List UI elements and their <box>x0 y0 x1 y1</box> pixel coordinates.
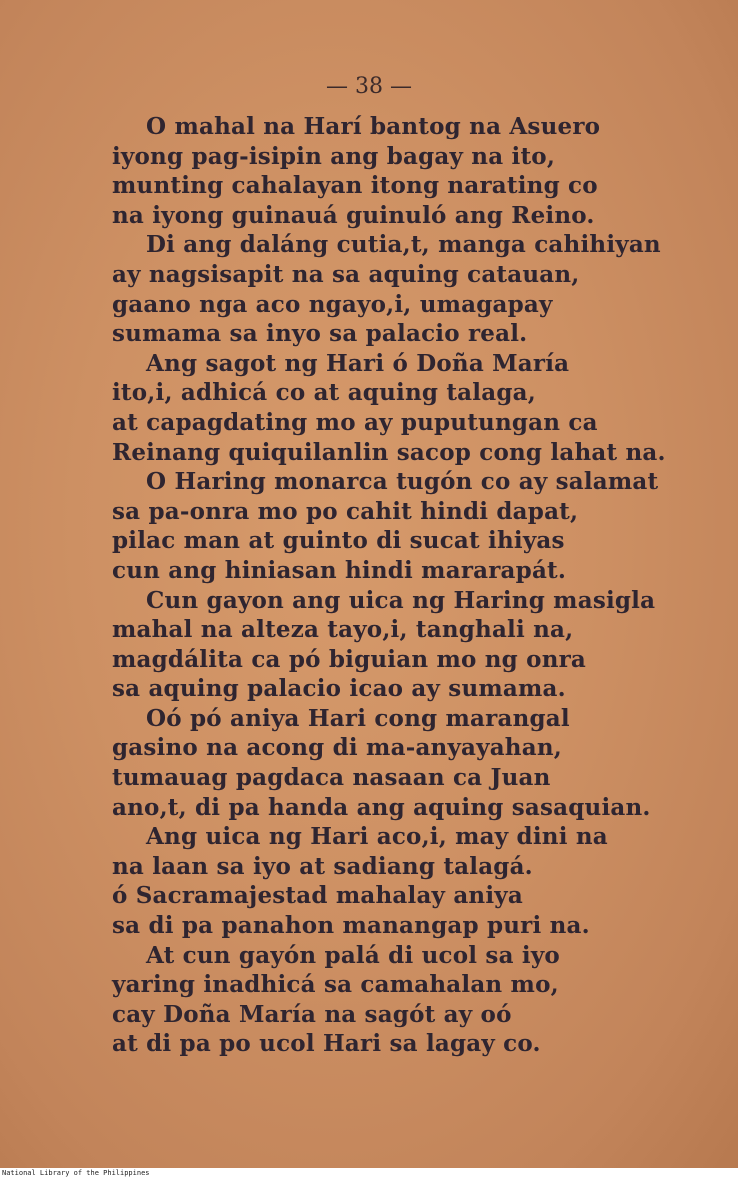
text-line: at di pa po ucol Hari sa lagay co. <box>112 1030 541 1058</box>
text-line: sumama sa inyo sa palacio real. <box>112 320 528 348</box>
text-line: ay nagsisapit na sa aquing catauan, <box>112 260 580 288</box>
text-line: gaano nga aco ngayo,i, umagapay <box>112 290 553 318</box>
text-line: cun ang hiniasan hindi mararapát. <box>112 556 567 584</box>
text-line: ito,i, adhicá co at aquing talaga, <box>112 379 536 407</box>
text-line: At cun gayón palá di ucol sa iyo <box>146 941 560 969</box>
text-line: sa aquing palacio icao ay sumama. <box>112 675 566 703</box>
poem-text <box>112 112 712 1059</box>
text-line: tumauag pagdaca nasaan ca Juan <box>112 764 551 792</box>
text-line: Ang sagot ng Hari ó Doña María <box>146 349 570 377</box>
text-line: Ang uica ng Hari aco,i, may dini na <box>146 823 608 851</box>
library-credit: National Library of the Philippines <box>2 1169 150 1177</box>
text-line: magdálita ca pó biguian mo ng onra <box>112 645 587 673</box>
text-line: ó Sacramajestad mahalay aniya <box>112 882 523 910</box>
text-line: yaring inadhicá sa camahalan mo, <box>112 971 559 999</box>
text-line: cay Doña María na sagót ay oó <box>112 1000 512 1028</box>
text-line: O Haring monarca tugón co ay salamat <box>146 468 659 496</box>
text-line: na laan sa iyo at sadiang talagá. <box>112 852 533 880</box>
page-number: — 38 — <box>326 74 412 99</box>
text-line: iyong pag-isipin ang bagay na ito, <box>112 142 556 170</box>
text-line: ano,t, di pa handa ang aquing sasaquian. <box>112 793 651 821</box>
text-line: Reinang quiquilanlin sacop cong lahat na. <box>112 438 666 466</box>
text-line: at capagdating mo ay puputungan ca <box>112 408 598 436</box>
text-line: O mahal na Harí bantog na Asuero <box>146 113 601 140</box>
text-line: munting cahalayan itong narating co <box>112 172 598 200</box>
text-line: na iyong guinauá guinuló ang Reino. <box>112 201 595 229</box>
text-line: sa pa-onra mo po cahit hindi dapat, <box>112 497 579 525</box>
text-line: Oó pó aniya Hari cong marangal <box>146 704 570 732</box>
text-line: Cun gayon ang uica ng Haring masigla <box>146 586 656 614</box>
text-line: sa di pa panahon manangap puri na. <box>112 912 590 940</box>
text-line: gasino na acong di ma-anyayahan, <box>112 734 562 762</box>
text-line: Di ang daláng cutia,t, manga cahihiyan <box>146 231 661 259</box>
text-line: mahal na alteza tayo,i, tanghali na, <box>112 616 574 644</box>
text-line: pilac man at guinto di sucat ihiyas <box>112 527 565 555</box>
